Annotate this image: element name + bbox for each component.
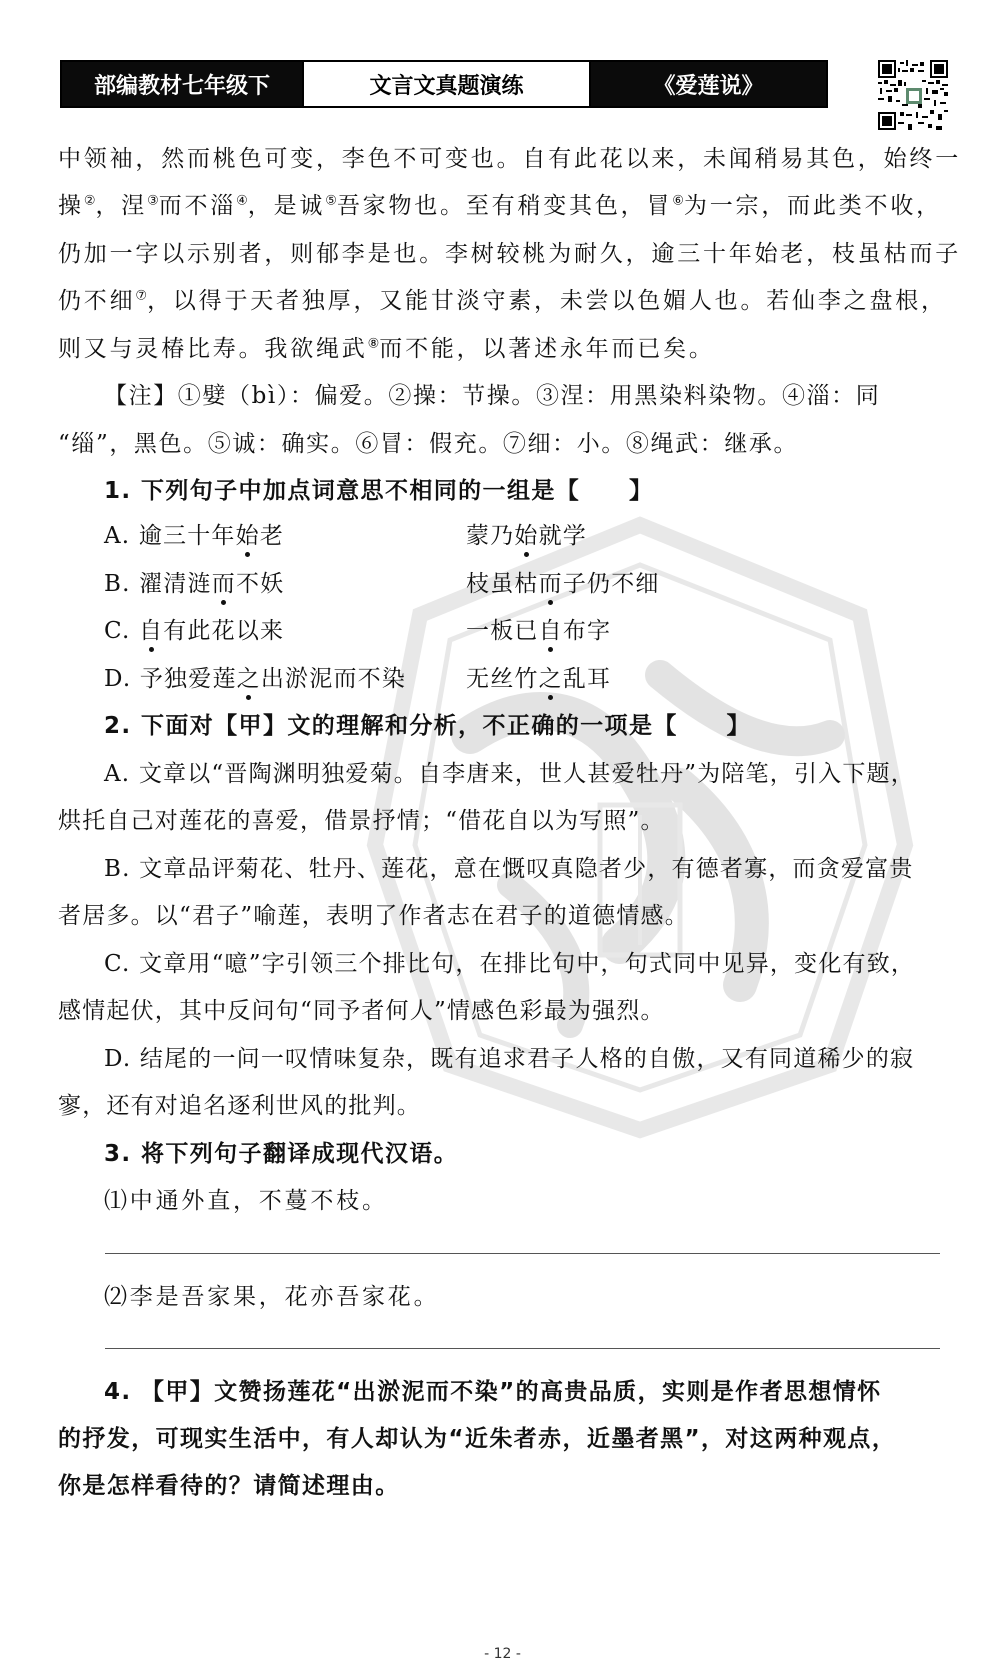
- passage-line-4: 仍不细⑦，以得于天者独厚，又能甘淡守素，未尝以色媚人也。若仙李之盘根，: [58, 288, 947, 314]
- q3-answer-line-2[interactable]: [105, 1348, 940, 1349]
- passage-line-1: 中领袖，然而桃色可变，李色不可变也。自有此花以来，未闻稍易其色，始终一: [58, 146, 961, 172]
- q1-option-b-right: 枝虽枯而子仍不细: [466, 571, 660, 597]
- q1-stem: 1. 下列句子中加点词意思不相同的一组是【 】: [104, 478, 654, 504]
- q1-option-d-left: D. 予独爱莲之出淤泥而不染: [104, 666, 407, 692]
- passage-line-3: 仍加一字以示别者，则郁李是也。李树较桃为耐久，逾三十年始老，枝虽枯而子: [58, 241, 961, 267]
- header-section: 文言文真题演练: [302, 62, 591, 106]
- q2-option-a-line-2: 烘托自己对莲花的喜爱，借景抒情；“借花自以为写照”。: [58, 808, 665, 834]
- notes-line-1: 【注】①嬖（bì）：偏爱。②操：节操。③涅：用黑染料染物。④淄：同: [104, 383, 881, 409]
- header-bar: [60, 60, 828, 108]
- notes-line-2: “缁”，黑色。⑤诚：确实。⑥冒：假充。⑦细：小。⑧绳武：继承。: [58, 431, 799, 457]
- q1-option-b-left: B. 濯清涟而不妖: [104, 571, 285, 597]
- q4-line-1: 4. 【甲】文赞扬莲花“出淤泥而不染”的高贵品质，实则是作者思想情怀: [104, 1379, 882, 1405]
- header-grade: 部编教材七年级下: [62, 62, 302, 106]
- q3-answer-line-1[interactable]: [105, 1253, 940, 1254]
- q2-option-b-line-2: 者居多。以“君子”喻莲，表明了作者志在君子的道德情感。: [58, 903, 689, 929]
- q2-stem: 2. 下面对【甲】文的理解和分析，不正确的一项是【 】: [104, 713, 751, 739]
- q2-option-b-line-1: B. 文章品评菊花、牡丹、莲花，意在慨叹真隐者少，有德者寡，而贪爱富贵: [104, 856, 914, 882]
- q4-line-3: 你是怎样看待的？请简述理由。: [58, 1473, 400, 1499]
- q1-option-c-left: C. 自有此花以来: [104, 618, 285, 644]
- q2-option-d-line-1: D. 结尾的一问一叹情味复杂，既有追求君子人格的自傲，又有同道稀少的寂: [104, 1046, 915, 1072]
- page-number: - 12 -: [484, 1646, 521, 1662]
- q3-stem: 3. 将下列句子翻译成现代汉语。: [104, 1141, 459, 1167]
- q3-sentence-1: ⑴中通外直，不蔓不枝。: [104, 1188, 388, 1214]
- passage-line-2: 操②，涅③而不淄④，是诚⑤吾家物也。至有稍变其色，冒⑥为一宗，而此类不收，: [58, 193, 942, 219]
- passage-line-5: 则又与灵椿比寿。我欲绳武⑧而不能，以著述永年而已矣。: [58, 336, 715, 362]
- q2-option-c-line-2: 感情起伏，其中反问句“同予者何人”情感色彩最为强烈。: [58, 998, 665, 1024]
- q2-option-a-line-1: A. 文章以“晋陶渊明独爱菊。自李唐来，世人甚爱牡丹”为陪笔，引入下题，: [104, 761, 915, 787]
- header-title: 《爱莲说》: [591, 62, 826, 106]
- q1-option-c-right: 一板已自布字: [466, 618, 612, 644]
- qr-code-icon[interactable]: [878, 60, 948, 130]
- q3-sentence-2: ⑵李是吾家果，花亦吾家花。: [104, 1284, 440, 1310]
- q2-option-c-line-1: C. 文章用“噫”字引领三个排比句，在排比句中，句式同中见异，变化有致，: [104, 951, 916, 977]
- q2-option-d-line-2: 寥，还有对追名逐利世风的批判。: [58, 1093, 421, 1119]
- q4-line-2: 的抒发，可现实生活中，有人却认为“近朱者赤，近墨者黑”，对这两种观点，: [58, 1426, 897, 1452]
- q1-option-a-right: 蒙乃始就学: [466, 523, 588, 549]
- q1-option-d-right: 无丝竹之乱耳: [466, 666, 612, 692]
- q1-option-a-left: A. 逾三十年始老: [104, 523, 285, 549]
